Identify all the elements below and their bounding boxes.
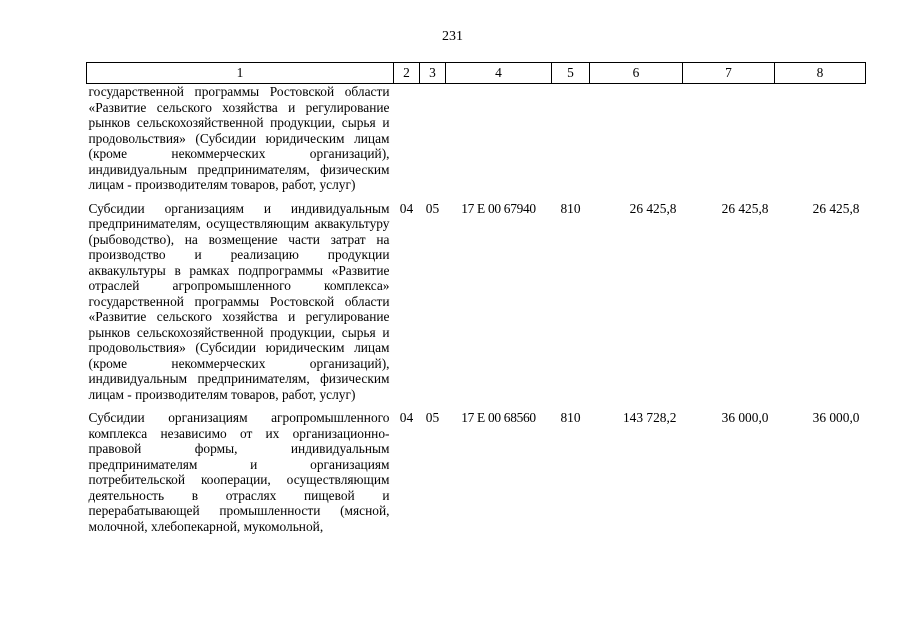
- row-amount-col8: [775, 84, 866, 201]
- header-col-7: 7: [683, 63, 775, 84]
- row-amount-col8: 36 000,0: [812, 410, 860, 425]
- page-number: 231: [442, 29, 463, 44]
- header-col-3: 3: [420, 63, 446, 84]
- row-amount-col7: 36 000,0: [721, 410, 769, 425]
- row-target-code: [446, 84, 552, 201]
- row-subsection: 05: [425, 410, 440, 425]
- row-amount-col7: [683, 84, 775, 201]
- budget-table: [86, 62, 866, 534]
- table-row: [87, 84, 866, 201]
- row-amount-col6: [590, 84, 683, 201]
- row-expense-type: 810: [560, 200, 581, 216]
- header-col-6: 6: [590, 63, 683, 84]
- row-amount-col7: 26 425,8: [721, 200, 769, 216]
- row-amount-col6: 26 425,8: [629, 200, 677, 216]
- row-expense-type: [552, 84, 590, 201]
- row-subsection: 05: [425, 200, 440, 216]
- header-col-8: 8: [775, 63, 866, 84]
- row-target-code: 17 Е 00 68560: [461, 410, 536, 425]
- header-row: [87, 63, 866, 84]
- row-expense-type: 810: [560, 410, 581, 425]
- row-section: 04: [399, 200, 414, 216]
- header-col-5: 5: [552, 63, 590, 84]
- row-amount-col8: 26 425,8: [812, 200, 860, 216]
- row-target-code: 17 Е 00 67940: [461, 200, 536, 216]
- header-col-4: 4: [446, 63, 552, 84]
- row-subsection: [420, 84, 446, 201]
- header-col-1: 1: [87, 63, 394, 84]
- row-description: государственной программы Ростовской области «Развитие сельского хозяйства и регулирование рынков сельскохозяйственной продукции, сырья и продовольствия» (Субсидии юридическим лицам (кроме некоммерческих организаций), индивидуальным предпринимателям, физическим лицам - производителям товаров, работ, услуг): [88, 84, 390, 192]
- row-description: Субсидии организациям агропромышленного комплекса независимо от их организационно-правовой формы, индивидуальным предпринимателям и организациям потребительской кооперации, осуществляющим деятельность в отраслях пищевой и перерабатывающей промышленности (мясной, молочной, хлебопекарной, мукомольной,: [88, 410, 390, 534]
- row-amount-col6: 143 728,2: [622, 410, 677, 425]
- row-section: 04: [399, 410, 414, 425]
- header-col-2: 2: [394, 63, 420, 84]
- table-row: [87, 201, 866, 411]
- table-row: [87, 410, 866, 534]
- row-description: Субсидии организациям и индивидуальным предпринимателям, осуществляющим аквакультуру (рыбоводство), на возмещение части затрат на производство и реализацию продукции аквакультуры в рамках подпрограммы «Развитие отраслей агропромышленного комплекса» государственной программы Ростовской области «Развитие сельского хозяйства и регулирование рынков сельскохозяйственной продукции, сырья и продовольствия» (Субсидии юридическим лицам (кроме некоммерческих организаций), индивидуальным предпринимателям, физическим лицам - производителям товаров, работ, услуг): [88, 200, 390, 402]
- row-section: [394, 84, 420, 201]
